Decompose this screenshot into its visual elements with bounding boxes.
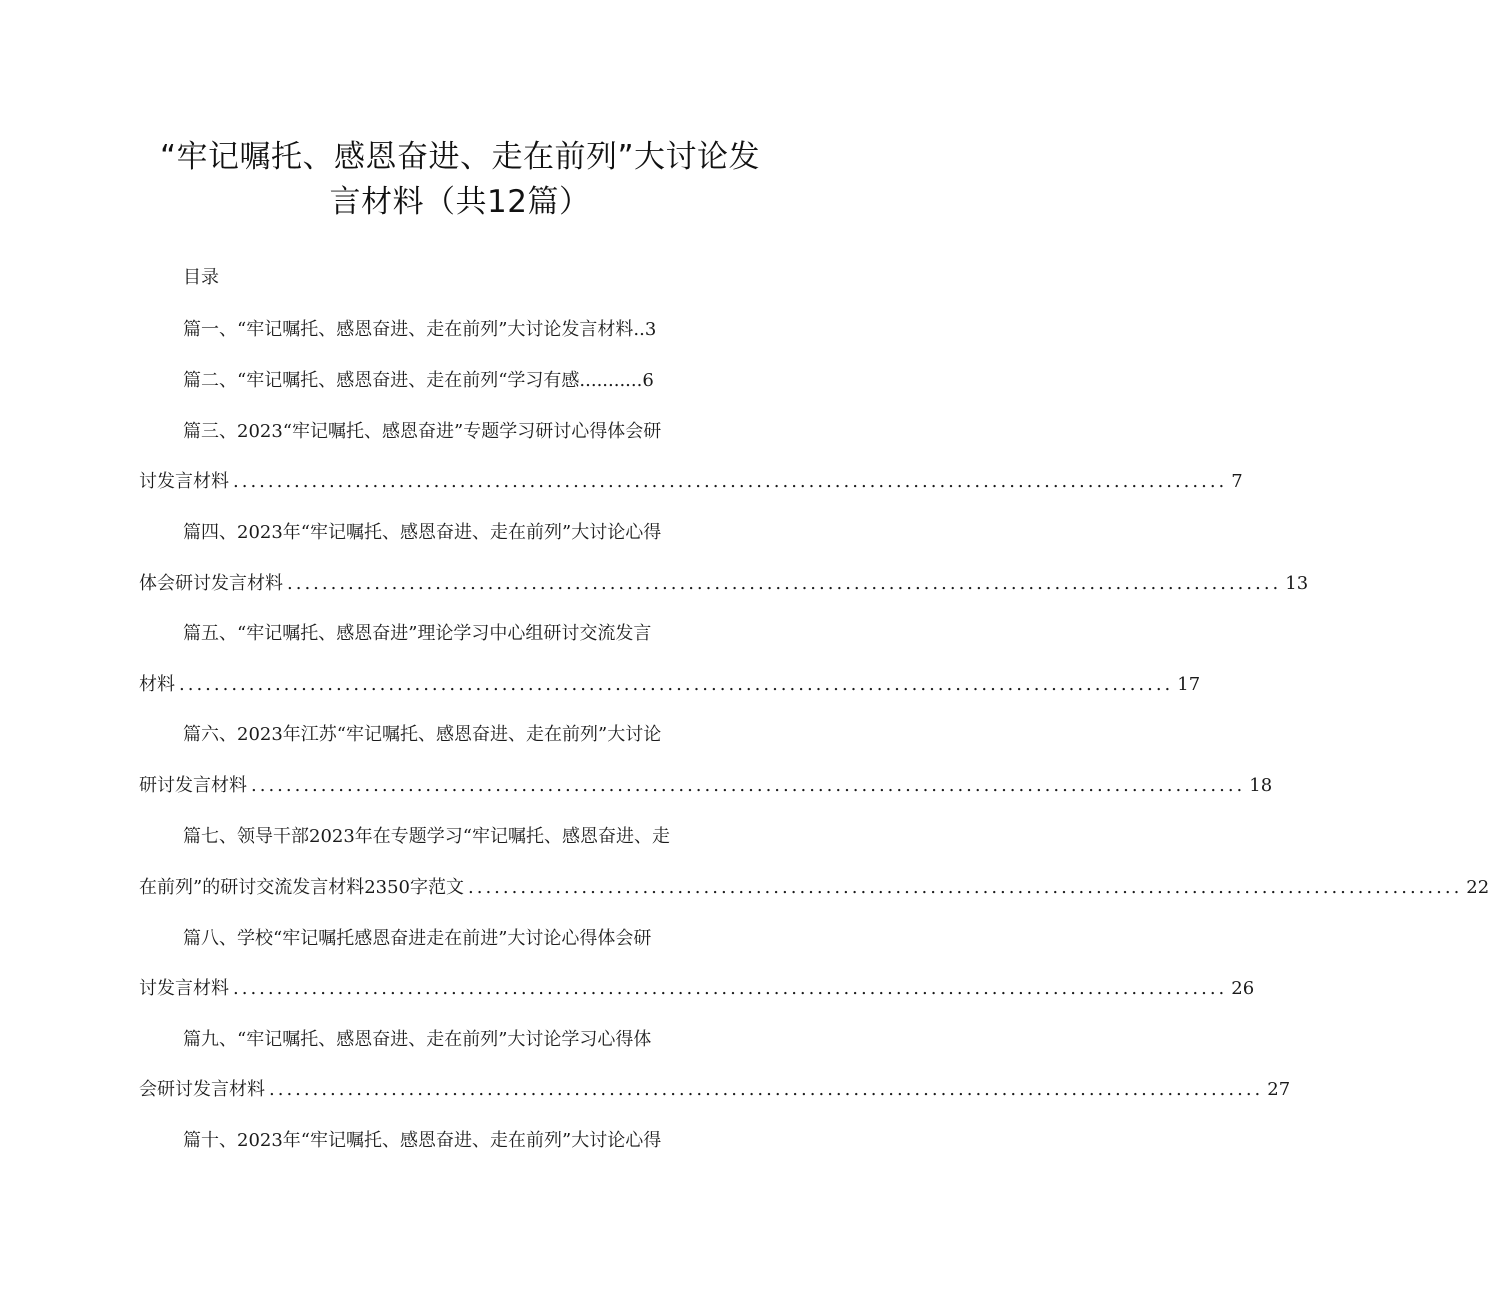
toc-entry-7-page: 22 [1466,877,1489,898]
toc-entry-2[interactable]: 篇二、“牢记嘱托、感恩奋进、走在前列“学习有感...........6 [183,370,654,391]
toc-entry-5-line-1[interactable]: 篇五、“牢记嘱托、感恩奋进”理论学习中心组研讨交流发言 [183,623,652,644]
toc-entry-6-text: 研讨发言材料 [139,775,247,796]
toc-entry-7-line-2[interactable] [139,876,1489,900]
toc-entry-8-text: 讨发言材料 [139,978,229,999]
toc-entry-4-line-2[interactable] [139,572,1309,596]
toc-entry-8-line-2[interactable] [139,977,1255,1001]
toc-heading: 目录 [183,267,219,288]
toc-leader-dots: .................................................................................................................. [233,471,1228,492]
document-title-line-2: 言材料（共12篇） [329,184,591,220]
toc-entry-10-line-1[interactable]: 篇十、2023年“牢记嘱托、感恩奋进、走在前列”大讨论心得 [183,1130,662,1151]
toc-entry-6-line-2[interactable] [139,774,1273,798]
toc-leader-dots: .................................................................................................................. [251,775,1246,796]
toc-entry-4-line-1[interactable]: 篇四、2023年“牢记嘱托、感恩奋进、走在前列”大讨论心得 [183,522,662,543]
toc-entry-4-page: 13 [1285,573,1309,594]
toc-leader-dots: .................................................................................................................. [269,1079,1264,1100]
toc-entry-5-text: 材料 [139,674,175,695]
toc-entry-9-text: 会研讨发言材料 [139,1079,265,1100]
toc-entry-9-page: 27 [1267,1079,1291,1100]
toc-entry-6-line-1[interactable]: 篇六、2023年江苏“牢记嘱托、感恩奋进、走在前列”大讨论 [183,724,662,745]
toc-entry-3-page: 7 [1231,471,1243,492]
toc-leader-dots: .................................................................................................................. [233,978,1228,999]
toc-entry-4-text: 体会研讨发言材料 [139,573,283,594]
toc-entry-7-line-1[interactable]: 篇七、领导干部2023年在专题学习“牢记嘱托、感恩奋进、走 [183,826,671,847]
toc-leader-dots: .................................................................................................................. [179,674,1174,695]
toc-leader-dots: .................................................................................................................. [468,877,1463,898]
toc-entry-3-text: 讨发言材料 [139,471,229,492]
toc-entry-9-line-1[interactable]: 篇九、“牢记嘱托、感恩奋进、走在前列”大讨论学习心得体 [183,1029,652,1050]
toc-entry-8-page: 26 [1231,978,1255,999]
document-title-line-1: “牢记嘱托、感恩奋进、走在前列”大讨论发 [159,139,761,175]
toc-entry-7-text: 在前列”的研讨交流发言材料2350字范文 [139,877,465,898]
toc-entry-3-line-2[interactable] [139,470,1243,494]
toc-leader-dots: .................................................................................................................. [287,573,1282,594]
toc-entry-5-line-2[interactable] [139,673,1201,697]
toc-entry-9-line-2[interactable] [139,1078,1291,1102]
toc-entry-3-line-1[interactable]: 篇三、2023“牢记嘱托、感恩奋进”专题学习研讨心得体会研 [183,421,662,442]
toc-entry-8-line-1[interactable]: 篇八、学校“牢记嘱托感恩奋进走在前进”大讨论心得体会研 [183,928,652,949]
toc-entry-1[interactable]: 篇一、“牢记嘱托、感恩奋进、走在前列”大讨论发言材料..3 [183,319,657,340]
toc-entry-5-page: 17 [1177,674,1201,695]
toc-entry-6-page: 18 [1249,775,1273,796]
